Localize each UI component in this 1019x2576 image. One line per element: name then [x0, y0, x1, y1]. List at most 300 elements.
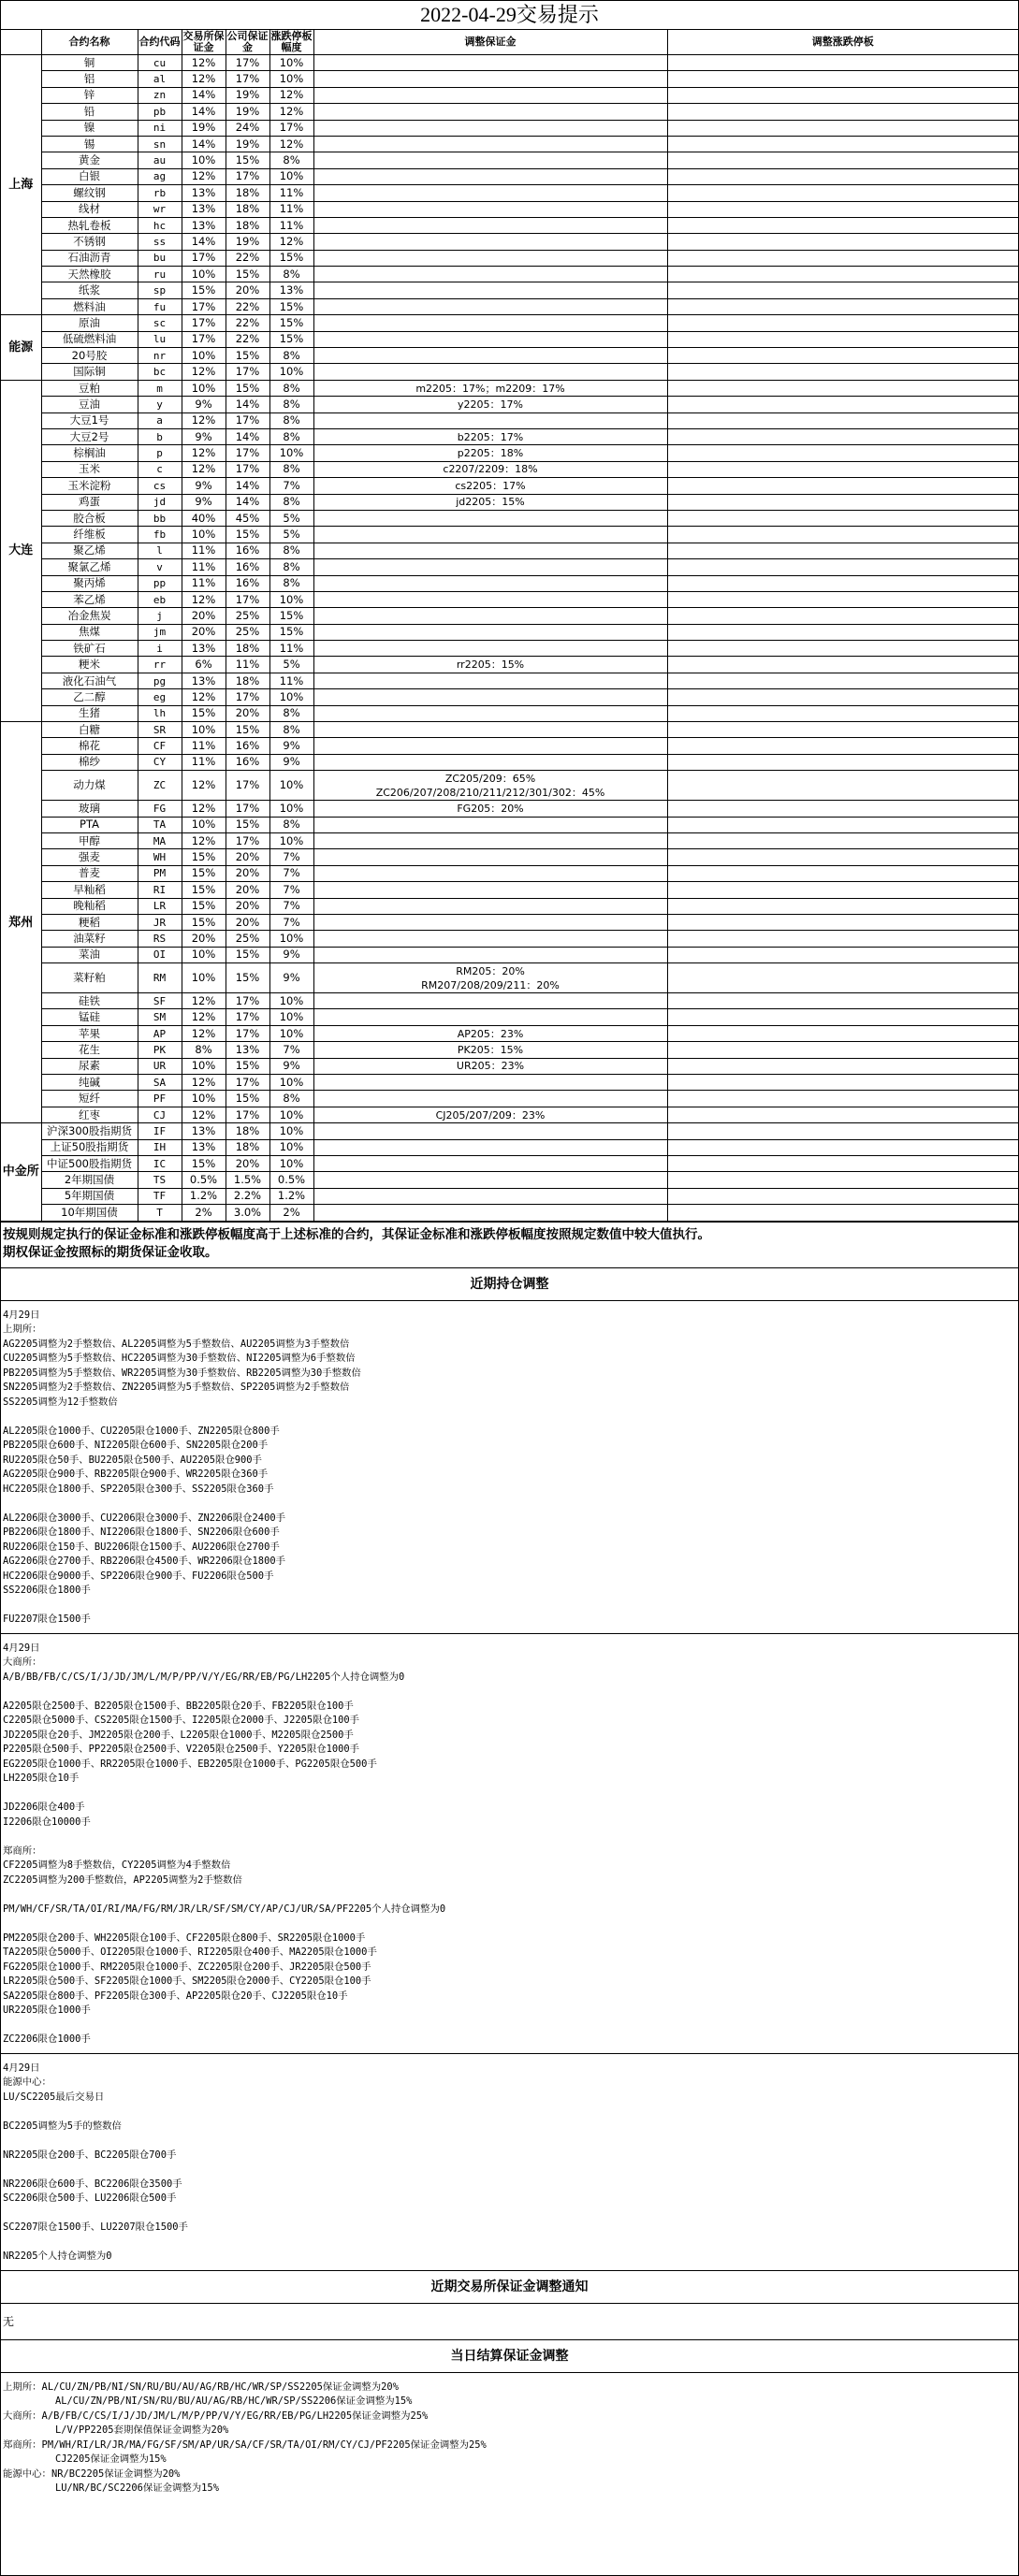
contract-code-cell: TS [138, 1172, 182, 1188]
contract-code-cell: ZC [138, 771, 182, 801]
adjusted-limit-cell [667, 348, 1018, 364]
price-limit-cell: 10% [269, 993, 313, 1009]
company-margin-cell: 15% [226, 1091, 269, 1107]
company-margin-cell: 17% [226, 1025, 269, 1041]
price-limit-cell: 8% [269, 380, 313, 396]
price-limit-cell: 10% [269, 1009, 313, 1025]
exchange-margin-cell: 12% [182, 771, 226, 801]
table-row [1, 152, 1018, 168]
price-limit-cell: 10% [269, 771, 313, 801]
contract-name-cell: 早籼稻 [41, 882, 138, 898]
exchange-margin-cell: 11% [182, 754, 226, 770]
exchange-margin-cell: 10% [182, 527, 226, 543]
contract-name-cell: 苹果 [41, 1025, 138, 1041]
adjusted-margin-cell [313, 298, 667, 314]
company-margin-cell: 14% [226, 494, 269, 510]
contract-code-cell: OI [138, 947, 182, 962]
exchange-margin-cell: 9% [182, 478, 226, 494]
contract-code-cell: fb [138, 527, 182, 543]
exchange-margin-cell: 11% [182, 738, 226, 754]
table-row [1, 673, 1018, 688]
adjusted-margin-cell [313, 120, 667, 136]
table-row [1, 1172, 1018, 1188]
table-row [1, 71, 1018, 87]
contract-code-cell: rr [138, 657, 182, 673]
contract-code-cell: ss [138, 234, 182, 250]
adjusted-limit-cell [667, 914, 1018, 930]
table-header-row [1, 30, 1018, 55]
price-limit-cell: 5% [269, 510, 313, 526]
adjusted-margin-cell [313, 87, 667, 103]
exchange-margin-cell: 12% [182, 71, 226, 87]
table-row [1, 1156, 1018, 1172]
table-row [1, 738, 1018, 754]
table-row [1, 315, 1018, 331]
contract-code-cell: ni [138, 120, 182, 136]
contract-name-cell: 棕榈油 [41, 445, 138, 461]
exchange-margin-cell: 19% [182, 120, 226, 136]
settle-line: 大商所：A/B/FB/C/CS/I/J/JD/JM/L/M/P/PP/V/Y/EG/RR/EB/PG/LH2205保证金调整为25% [3, 2410, 429, 2422]
position-block: 4月29日 上期所： AG2205调整为2手整数倍、AL2205调整为5手整数倍、AU2205调整为3手整数倍 CU2205调整为5手整数倍、HC2205调整为30手整数倍、NI2205调整为6手整数倍 PB2205调整为5手整数倍、WR2205调整为30手整数倍、RB2205调整为30手整数倍 SN2205调整为2手整数倍、ZN2205调整为5手整数倍、SP2205调整为2手整数倍 SS2205调整为12手整数倍 AL2205限仓1000手、CU2205限仓1000手、ZN2205限仓800手 PB2205限仓600手、NI2205限仓600手、SN2205限仓200手 RU2205限仓50手、BU2205限仓500手、AU2205限仓900手 AG2205限仓900手、RB2205限仓900手、WR2205限仓360手 HC2205限仓1800手、SP2205限仓300手、SS2205限仓360手 AL2206限仓3000手、CU2206限仓3000手、ZN2206限仓2400手 PB2206限仓1800手、NI2206限仓1800手、SN2206限仓600手 RU2206限仓150手、BU2206限仓1500手、AU2206限仓2700手 AG2206限仓2700手、RB2206限仓4500手、WR2206限仓1800手 HC2206限仓9000手、SP2206限仓900手、FU2206限仓500手 SS2206限仓1800手 FU2207限仓1500手 [1, 1301, 1018, 1634]
table-row [1, 136, 1018, 152]
table-row [1, 1107, 1018, 1122]
adjusted-margin-cell [313, 931, 667, 947]
company-margin-cell: 14% [226, 478, 269, 494]
adjusted-margin-cell: FG205：20% [313, 801, 667, 817]
adjusted-limit-cell [667, 201, 1018, 217]
adjusted-limit-cell [667, 494, 1018, 510]
table-row [1, 478, 1018, 494]
table-row [1, 494, 1018, 510]
company-margin-cell: 20% [226, 882, 269, 898]
adjusted-margin-cell [313, 882, 667, 898]
price-limit-cell: 15% [269, 315, 313, 331]
exchange-cell: 中金所 [1, 1123, 41, 1221]
exchange-margin-cell: 12% [182, 801, 226, 817]
table-row [1, 267, 1018, 282]
exchange-margin-cell: 12% [182, 591, 226, 607]
adjusted-margin-cell [313, 168, 667, 184]
adjusted-margin-cell: cs2205：17% [313, 478, 667, 494]
adjusted-limit-cell [667, 608, 1018, 624]
price-limit-cell: 8% [269, 461, 313, 477]
table-row [1, 201, 1018, 217]
adjusted-limit-cell [667, 87, 1018, 103]
contract-name-cell: 原油 [41, 315, 138, 331]
company-margin-cell: 16% [226, 754, 269, 770]
company-margin-cell: 18% [226, 185, 269, 201]
adjusted-margin-cell [313, 771, 667, 801]
exchange-margin-cell: 12% [182, 445, 226, 461]
adjusted-limit-cell [667, 136, 1018, 152]
adjusted-margin-cell [313, 993, 667, 1009]
adjusted-margin-cell [313, 282, 667, 298]
contract-code-cell: cu [138, 55, 182, 71]
contract-code-cell: SA [138, 1075, 182, 1091]
price-limit-cell: 7% [269, 882, 313, 898]
contract-name-cell: 鸡蛋 [41, 494, 138, 510]
contract-code-cell: zn [138, 87, 182, 103]
rules-note [1, 1222, 1018, 1268]
company-margin-cell: 1.5% [226, 1172, 269, 1188]
adjusted-limit-cell [667, 865, 1018, 881]
contract-name-cell: 生猪 [41, 705, 138, 721]
table-row [1, 217, 1018, 233]
adjusted-limit-cell [667, 1107, 1018, 1122]
adjusted-margin-cell [313, 185, 667, 201]
exchange-margin-cell: 14% [182, 136, 226, 152]
contract-code-cell: IH [138, 1139, 182, 1155]
contract-name-cell: 中证500股指期货 [41, 1156, 138, 1172]
table-row [1, 250, 1018, 266]
company-margin-cell: 15% [226, 380, 269, 396]
adjusted-limit-cell [667, 104, 1018, 120]
adjusted-limit-cell [667, 1091, 1018, 1107]
adjusted-margin-cell [313, 914, 667, 930]
contract-name-cell: 粳米 [41, 657, 138, 673]
adjusted-limit-cell [667, 1009, 1018, 1025]
adjusted-margin-cell [313, 641, 667, 657]
table-row [1, 527, 1018, 543]
price-limit-cell: 11% [269, 185, 313, 201]
contract-code-cell: cs [138, 478, 182, 494]
contract-name-cell: 聚乙烯 [41, 543, 138, 558]
contract-name-cell: 甲醇 [41, 832, 138, 848]
contract-code-cell: l [138, 543, 182, 558]
company-margin-cell: 14% [226, 397, 269, 412]
adjusted-margin-cell [313, 575, 667, 591]
contract-code-cell: ag [138, 168, 182, 184]
company-margin-cell: 18% [226, 201, 269, 217]
company-margin-cell: 3.0% [226, 1205, 269, 1221]
contract-name-cell: 2年期国债 [41, 1172, 138, 1188]
price-limit-cell: 10% [269, 445, 313, 461]
header-adjusted-margin: 调整保证金 [313, 30, 667, 55]
price-limit-cell: 10% [269, 1123, 313, 1139]
table-row [1, 1139, 1018, 1155]
exchange-margin-cell: 12% [182, 412, 226, 428]
contract-code-cell: bb [138, 510, 182, 526]
table-row [1, 754, 1018, 770]
table-row [1, 947, 1018, 962]
contract-name-cell: 天然橡胶 [41, 267, 138, 282]
adjusted-margin-cell [313, 1172, 667, 1188]
contract-name-cell: 尿素 [41, 1058, 138, 1074]
adjusted-limit-cell [667, 510, 1018, 526]
contract-name-cell: 石油沥青 [41, 250, 138, 266]
contract-code-cell: hc [138, 217, 182, 233]
table-row [1, 832, 1018, 848]
price-limit-cell: 10% [269, 1107, 313, 1122]
contract-code-cell: IC [138, 1156, 182, 1172]
header-contract-name: 合约名称 [41, 30, 138, 55]
contract-code-cell: CY [138, 754, 182, 770]
adjusted-margin-cell [313, 152, 667, 168]
adjusted-margin-cell [313, 1139, 667, 1155]
exchange-margin-cell: 10% [182, 817, 226, 832]
company-margin-cell: 15% [226, 527, 269, 543]
settle-line: 郑商所：PM/WH/RI/LR/JR/MA/FG/SF/SM/AP/UR/SA/CF/SR/TA/OI/RM/CY/CJ/PF2205保证金调整为25% [3, 2439, 487, 2451]
contract-name-cell: 20号胶 [41, 348, 138, 364]
adjusted-margin-cell [313, 608, 667, 624]
exchange-margin-cell: 6% [182, 657, 226, 673]
company-margin-cell: 15% [226, 152, 269, 168]
adjusted-margin-cell [313, 738, 667, 754]
contract-code-cell: PF [138, 1091, 182, 1107]
price-limit-cell: 8% [269, 397, 313, 412]
header-contract-code: 合约代码 [138, 30, 182, 55]
adjusted-margin-cell [313, 865, 667, 881]
price-limit-cell: 8% [269, 1091, 313, 1107]
contract-name-cell: 纤维板 [41, 527, 138, 543]
company-margin-cell: 22% [226, 250, 269, 266]
price-limit-cell: 12% [269, 136, 313, 152]
company-margin-cell: 18% [226, 673, 269, 688]
exchange-cell: 能源 [1, 315, 41, 381]
adjusted-margin-cell: p2205：18% [313, 445, 667, 461]
exchange-margin-cell: 15% [182, 914, 226, 930]
price-limit-cell: 8% [269, 543, 313, 558]
settle-line: CJ2205保证金调整为15% [55, 2453, 167, 2466]
contract-name-cell: 乙二醇 [41, 689, 138, 705]
company-margin-cell: 25% [226, 624, 269, 640]
exchange-margin-cell: 13% [182, 1139, 226, 1155]
contract-name-cell: 玉米淀粉 [41, 478, 138, 494]
exchange-margin-cell: 14% [182, 87, 226, 103]
exchange-margin-cell: 17% [182, 315, 226, 331]
table-row [1, 849, 1018, 865]
contract-code-cell: IF [138, 1123, 182, 1139]
contract-name-cell: 聚丙烯 [41, 575, 138, 591]
price-limit-cell: 9% [269, 738, 313, 754]
table-row [1, 185, 1018, 201]
company-margin-cell: 15% [226, 817, 269, 832]
adjusted-margin-cell [313, 559, 667, 575]
contract-name-cell: 晚籼稻 [41, 898, 138, 914]
exchange-margin-cell: 12% [182, 689, 226, 705]
contract-name-cell: 纯碱 [41, 1075, 138, 1091]
contract-name-cell: 白糖 [41, 722, 138, 738]
contract-name-cell: 铅 [41, 104, 138, 120]
exchange-margin-cell: 12% [182, 55, 226, 71]
contract-code-cell: pg [138, 673, 182, 688]
adjusted-margin-cell [313, 234, 667, 250]
company-margin-cell: 45% [226, 510, 269, 526]
contract-name-cell: 上证50股指期货 [41, 1139, 138, 1155]
contract-code-cell: b [138, 428, 182, 444]
adjusted-margin-cell [313, 510, 667, 526]
price-limit-cell: 10% [269, 832, 313, 848]
contract-code-cell: i [138, 641, 182, 657]
price-limit-cell: 7% [269, 865, 313, 881]
exchange-margin-cell: 12% [182, 461, 226, 477]
adjusted-limit-cell [667, 527, 1018, 543]
adjusted-limit-cell [667, 364, 1018, 380]
adjusted-margin-cell [313, 963, 667, 993]
adjusted-margin-line: RM205：20% [456, 964, 525, 977]
adjusted-limit-cell [667, 722, 1018, 738]
contract-code-cell: j [138, 608, 182, 624]
adjusted-limit-cell [667, 543, 1018, 558]
price-limit-cell: 10% [269, 1075, 313, 1091]
exchange-margin-cell: 12% [182, 1025, 226, 1041]
contract-name-cell: 菜油 [41, 947, 138, 962]
price-limit-cell: 9% [269, 754, 313, 770]
settle-line: LU/NR/BC/SC2206保证金调整为15% [55, 2482, 219, 2495]
exchange-margin-cell: 13% [182, 1123, 226, 1139]
contract-code-cell: jm [138, 624, 182, 640]
company-margin-cell: 22% [226, 298, 269, 314]
contract-name-cell: 5年期国债 [41, 1188, 138, 1204]
table-row [1, 364, 1018, 380]
price-limit-cell: 10% [269, 1139, 313, 1155]
adjusted-limit-cell [667, 1205, 1018, 1221]
exchange-margin-cell: 2% [182, 1205, 226, 1221]
table-row [1, 445, 1018, 461]
table-row [1, 397, 1018, 412]
table-row [1, 705, 1018, 721]
exchange-margin-cell: 13% [182, 641, 226, 657]
table-row [1, 898, 1018, 914]
contract-code-cell: PK [138, 1042, 182, 1058]
contract-name-cell: 强麦 [41, 849, 138, 865]
adjusted-limit-cell [667, 397, 1018, 412]
price-limit-cell: 10% [269, 1156, 313, 1172]
exchange-margin-cell: 14% [182, 104, 226, 120]
company-margin-cell: 20% [226, 914, 269, 930]
contract-name-cell: 短纤 [41, 1091, 138, 1107]
adjusted-limit-cell [667, 1156, 1018, 1172]
price-limit-cell: 9% [269, 1058, 313, 1074]
contract-name-cell: 不锈钢 [41, 234, 138, 250]
table-row [1, 575, 1018, 591]
exchange-margin-cell: 10% [182, 348, 226, 364]
contract-code-cell: TA [138, 817, 182, 832]
price-limit-cell: 12% [269, 104, 313, 120]
table-row [1, 963, 1018, 993]
exchange-margin-cell: 12% [182, 1107, 226, 1122]
contract-code-cell: au [138, 152, 182, 168]
table-row [1, 234, 1018, 250]
table-row [1, 543, 1018, 558]
contract-name-cell: 油菜籽 [41, 931, 138, 947]
adjusted-limit-cell [667, 461, 1018, 477]
price-limit-cell: 1.2% [269, 1188, 313, 1204]
exchange-margin-cell: 15% [182, 865, 226, 881]
adjusted-margin-cell: AP205：23% [313, 1025, 667, 1041]
adjusted-margin-cell [313, 1091, 667, 1107]
company-margin-cell: 17% [226, 445, 269, 461]
adjusted-limit-cell [667, 267, 1018, 282]
price-limit-cell: 11% [269, 217, 313, 233]
company-margin-cell: 20% [226, 849, 269, 865]
company-margin-cell: 18% [226, 1139, 269, 1155]
adjusted-limit-cell [667, 1042, 1018, 1058]
adjusted-margin-cell [313, 689, 667, 705]
table-row [1, 559, 1018, 575]
adjusted-margin-cell [313, 817, 667, 832]
contract-code-cell: nr [138, 348, 182, 364]
company-margin-cell: 15% [226, 722, 269, 738]
adjusted-limit-cell [667, 445, 1018, 461]
price-limit-cell: 8% [269, 722, 313, 738]
table-row [1, 801, 1018, 817]
adjusted-limit-cell [667, 1139, 1018, 1155]
exchange-margin-cell: 15% [182, 849, 226, 865]
company-margin-cell: 15% [226, 348, 269, 364]
contract-name-cell: 棉花 [41, 738, 138, 754]
price-limit-cell: 10% [269, 801, 313, 817]
contract-code-cell: sp [138, 282, 182, 298]
table-row [1, 657, 1018, 673]
adjusted-margin-cell [313, 705, 667, 721]
contract-name-cell: PTA [41, 817, 138, 832]
price-limit-cell: 10% [269, 591, 313, 607]
price-limit-cell: 15% [269, 331, 313, 347]
contract-name-cell: 大豆1号 [41, 412, 138, 428]
company-margin-cell: 17% [226, 993, 269, 1009]
adjusted-limit-cell [667, 250, 1018, 266]
header-adjusted-limit: 调整涨跌停板 [667, 30, 1018, 55]
adjusted-margin-line: ZC205/209：65% [444, 772, 536, 785]
price-limit-cell: 0.5% [269, 1172, 313, 1188]
table-row [1, 104, 1018, 120]
table-row [1, 461, 1018, 477]
adjusted-limit-cell [667, 315, 1018, 331]
company-margin-cell: 25% [226, 931, 269, 947]
contract-name-cell: 锌 [41, 87, 138, 103]
company-margin-cell: 22% [226, 315, 269, 331]
adjusted-limit-cell [667, 478, 1018, 494]
contract-code-cell: RI [138, 882, 182, 898]
exchange-margin-cell: 40% [182, 510, 226, 526]
exchange-margin-cell: 13% [182, 217, 226, 233]
table-row [1, 608, 1018, 624]
exchange-margin-cell: 8% [182, 1042, 226, 1058]
adjusted-limit-cell [667, 591, 1018, 607]
contract-name-cell: 棉纱 [41, 754, 138, 770]
table-row [1, 1123, 1018, 1139]
exchange-margin-cell: 17% [182, 298, 226, 314]
table-row [1, 55, 1018, 71]
exchange-margin-cell: 20% [182, 931, 226, 947]
contract-code-cell: PM [138, 865, 182, 881]
adjusted-limit-cell [667, 771, 1018, 801]
price-limit-cell: 8% [269, 559, 313, 575]
rules-note-line: 按规则规定执行的保证金标准和涨跌停板幅度高于上述标准的合约，其保证金标准和涨跌停板幅度按照规定数值中较大值执行。 [3, 1226, 710, 1242]
company-margin-cell: 17% [226, 689, 269, 705]
price-limit-cell: 10% [269, 1025, 313, 1041]
adjusted-margin-cell: CJ205/207/209：23% [313, 1107, 667, 1122]
contract-code-cell: UR [138, 1058, 182, 1074]
adjusted-limit-cell [667, 1075, 1018, 1091]
adjusted-margin-cell: y2205：17% [313, 397, 667, 412]
exchange-margin-cell: 17% [182, 250, 226, 266]
adjusted-limit-cell [667, 738, 1018, 754]
adjusted-limit-cell [667, 1025, 1018, 1041]
adjusted-limit-cell [667, 705, 1018, 721]
company-margin-cell: 17% [226, 412, 269, 428]
table-row [1, 1025, 1018, 1041]
company-margin-cell: 20% [226, 898, 269, 914]
adjusted-limit-cell [667, 152, 1018, 168]
contract-name-cell: 苯乙烯 [41, 591, 138, 607]
company-margin-cell: 2.2% [226, 1188, 269, 1204]
exchange-margin-cell: 10% [182, 1058, 226, 1074]
exchange-margin-cell: 12% [182, 1009, 226, 1025]
position-adjust-blocks [1, 1301, 1018, 2271]
exchange-margin-cell: 10% [182, 267, 226, 282]
